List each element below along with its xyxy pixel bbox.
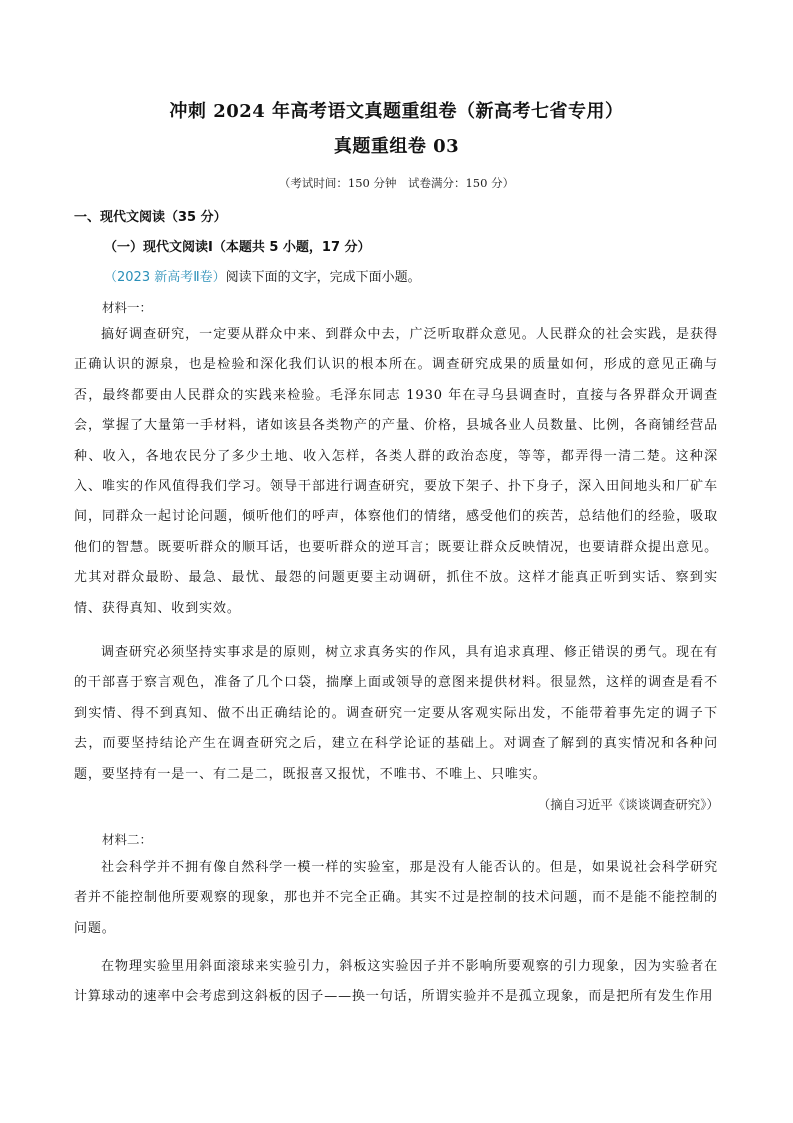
material-label: 材料一： bbox=[102, 300, 153, 315]
document-title: 冲刺 2024 年高考语文真题重组卷（新高考七省专用） bbox=[169, 101, 624, 122]
subsection-heading: （一）现代文阅读Ⅰ（本题共 5 小题，17 分） bbox=[104, 240, 371, 255]
paragraph: 调查研究必须坚持实事求是的原则，树立求真务实的作风，具有追求真理、修正错误的勇气。现在有的干部喜于察言观色，准备了几个口袋，揣摩上面或领导的意图来提供材料。很显然，这样的调查是看不到实情、得不到真知、做不出正确结论的。调查研究一定要从客观实际出发，不能带着事先定的调子下去，而要坚持结论产生在调查研究之后，建立在科学论证的基础上。对调查了解到的真实情况和各种问题，要坚持有一是一、有二是二，既报喜又报忧，不唯书、不唯上、只唯实。 bbox=[74, 645, 718, 782]
citation: （摘自习近平《谈谈调查研究》） bbox=[537, 797, 719, 812]
source-tag: （2023 新高考Ⅱ卷） bbox=[104, 270, 226, 285]
document-subtitle: 真题重组卷 03 bbox=[333, 136, 460, 157]
exam-info: （考试时间：150 分钟 试卷满分：150 分） bbox=[278, 176, 515, 190]
instruction-line bbox=[104, 266, 421, 285]
material-label: 材料二： bbox=[102, 832, 153, 847]
paragraph: 在物理实验里用斜面滚球来实验引力，斜板这实验因子并不影响所要观察的引力现象，因为实验者在计算球动的速率中会考虑到这斜板的因子——换一句话，所谓实验并不是孤立现象，而是把所有发生作用 bbox=[74, 959, 718, 1005]
section-heading: 一、现代文阅读（35 分） bbox=[74, 210, 227, 225]
paragraph: 搞好调查研究，一定要从群众中来、到群众中去，广泛听取群众意见。人民群众的社会实践，是获得正确认识的源泉，也是检验和深化我们认识的根本所在。调查研究成果的质量如何，形成的意见正确与否，最终都要由人民群众的实践来检验。毛泽东同志 1930 年在寻乌县调查时，直接与各界群众开调查会，掌握了大量第一手材料，诸如该县各类物产的产量、价格，县城各业人员数量、比例，各商铺经营品种、收入，各地农民分了多少土地、收入怎样，各类人群的政治态度，等等，都弄得一清二楚。这种深入、唯实的作风值得我们学习。领导干部进行调查研究，要放下架子、扑下身子，深入田间地头和厂矿车间，同群众一起讨论问题，倾听他们的呼声，体察他们的情绪，感受他们的疾苦，总结他们的经验，吸取他们的智慧。既要听群众的顺耳话，也要听群众的逆耳言；既要让群众反映情况，也要请群众提出意见。尤其对群众最盼、最急、最忧、最怨的问题更要主动调研，抓住不放。这样才能真正听到实话、察到实情、获得真知、收到实效。 bbox=[74, 327, 718, 616]
instruction-text: 阅读下面的文字，完成下面小题。 bbox=[225, 270, 421, 285]
paragraph: 社会科学并不拥有像自然科学一模一样的实验室，那是没有人能否认的。但是，如果说社会科学研究者并不能控制他所要观察的现象，那也并不完全正确。其实不过是控制的技术问题，而不是能不能控制的问题。 bbox=[74, 860, 718, 936]
